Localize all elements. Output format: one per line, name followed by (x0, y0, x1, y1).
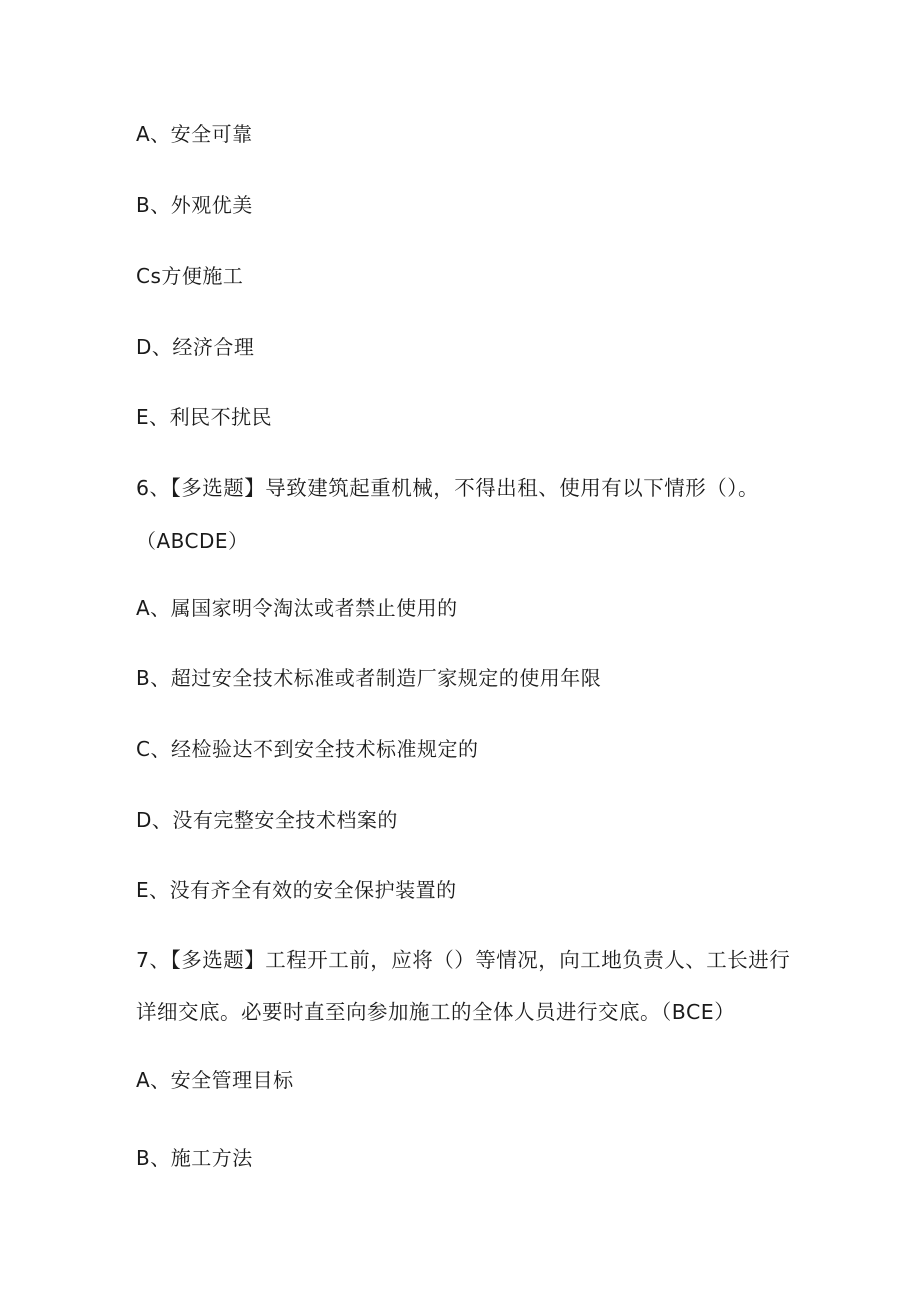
question-7-stem-line1: 7、【多选题】工程开工前，应将（）等情况，向工地负责人、工长进行 (136, 948, 791, 972)
q7-option-b: B、施工方法 (136, 1146, 253, 1170)
q6-option-e: E、没有齐全有效的安全保护装置的 (136, 878, 457, 902)
q7-option-a: A、安全管理目标 (136, 1068, 294, 1092)
question-6-stem: 6、【多选题】导致建筑起重机械，不得出租、使用有以下情形（）。 (136, 476, 760, 500)
option-e: E、利民不扰民 (136, 405, 273, 429)
q6-option-a: A、属国家明令淘汰或者禁止使用的 (136, 596, 458, 620)
question-6-answer: （ABCDE） (136, 529, 249, 553)
question-7-stem-line2: 详细交底。必要时直至向参加施工的全体人员进行交底。（BCE） (136, 1000, 736, 1024)
option-a: A、安全可靠 (136, 122, 253, 146)
q6-option-c: C、经检验达不到安全技术标准规定的 (136, 737, 479, 761)
option-c: Cs方便施工 (136, 264, 244, 288)
q6-option-d: D、没有完整安全技术档案的 (136, 808, 398, 832)
option-d: D、经济合理 (136, 335, 255, 359)
q6-option-b: B、超过安全技术标准或者制造厂家规定的使用年限 (136, 666, 602, 690)
option-b: B、外观优美 (136, 193, 253, 217)
